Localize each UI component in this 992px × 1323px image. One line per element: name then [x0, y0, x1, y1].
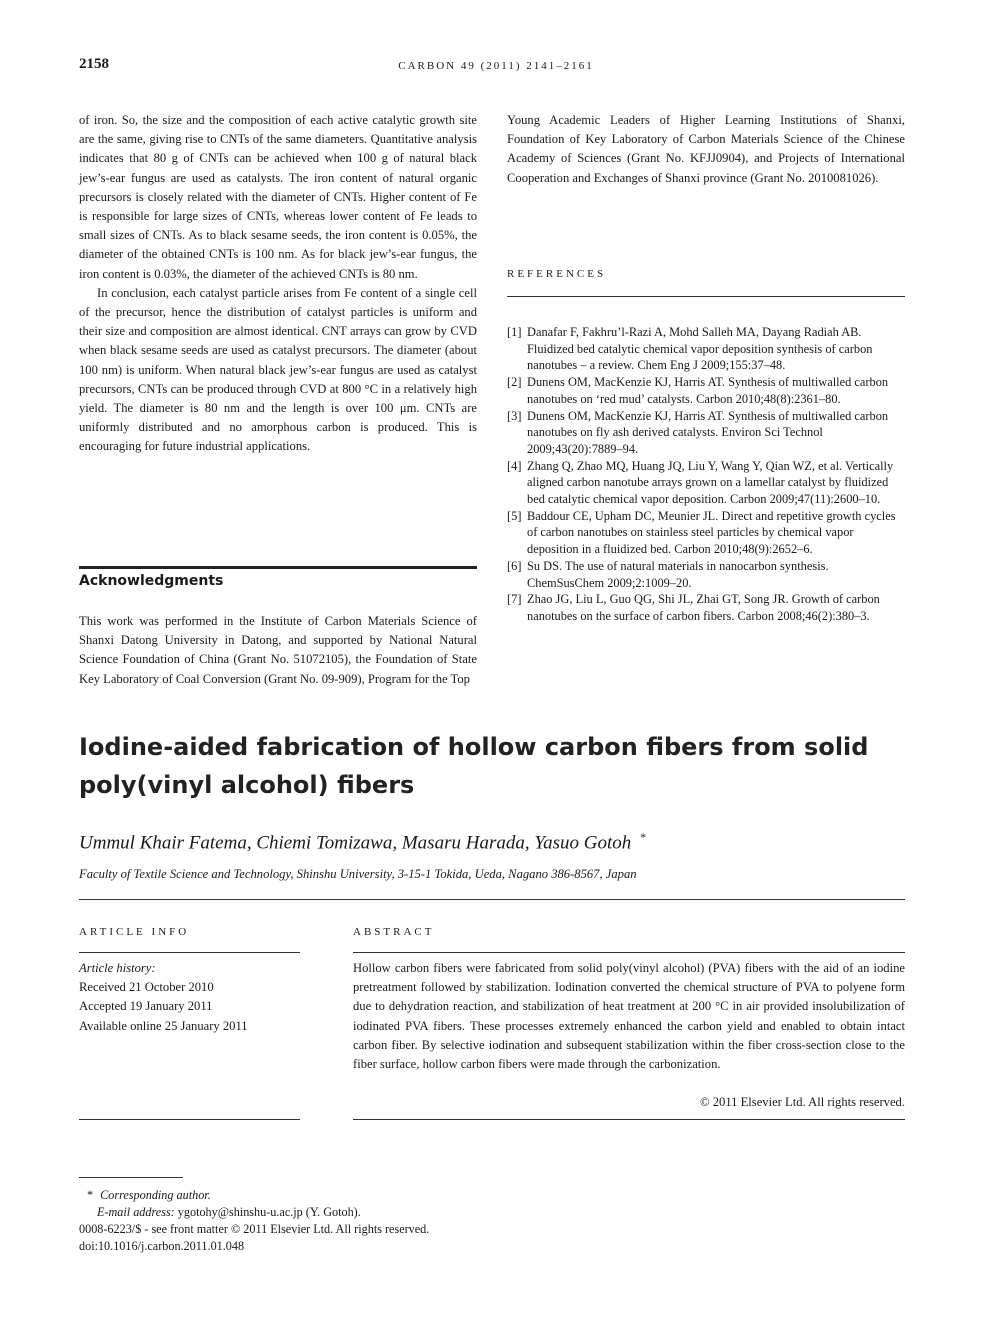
- reference-text: Dunens OM, MacKenzie KJ, Harris AT. Synthesis of multiwalled carbon nanotubes on ‘red mud’ catalysts. Carbon 2010;48(8):2361–80.: [527, 375, 889, 406]
- doi: doi:10.1016/j.carbon.2011.01.048: [79, 1239, 245, 1253]
- affiliation: Faculty of Textile Science and Technology, Shinshu University, 3-15-1 Tokida, Ueda, Nagano 386-8567, Japan: [79, 867, 637, 881]
- reference-number: [1]: [507, 325, 522, 339]
- history-label: Article history:: [79, 961, 156, 975]
- journal-header: CARBON 49 (2011) 2141–2161: [398, 60, 594, 72]
- page-number: 2158: [79, 56, 109, 72]
- reference-text: Zhang Q, Zhao MQ, Huang JQ, Liu Y, Wang Y, Qian WZ, et al. Vertically aligned carbon nanotube arrays grown on a lamellar catalyst by fluidized bed catalytic chemical vapor deposition. Carbon 2009;47(11):2600–10.: [527, 458, 894, 507]
- abstract-rule-bottom: [353, 1119, 905, 1120]
- reference-item: [507, 324, 905, 374]
- body-paragraph: In conclusion, each catalyst particle arises from Fe content of a single cell of the precursor, hence the distribution of catalyst particles is uniform and their size and composition are almost identical. CNT arrays can grow by CVD when black sesame seeds are used as catalyst precursors. The diameter (about 100 nm) is uniform. When natural black jew’s-ear fungus are used as catalyst precursors, CNTs can be produced through CVD at 800 °C in a relatively high yield. The diameter is 80 nm and the length is over 100 μm. CNTs are uniformly distributed and no amorphous carbon is produced. This is encouraging for future industrial applications.: [79, 285, 477, 454]
- references-heading: REFERENCES: [507, 268, 607, 280]
- reference-number: [2]: [507, 375, 522, 390]
- article-info-heading: ARTICLE INFO: [79, 926, 190, 938]
- article-history: [79, 959, 300, 1036]
- abstract-rule: [353, 952, 905, 953]
- reference-text: Zhao JG, Liu L, Guo QG, Shi JL, Zhai GT, Song JR. Growth of carbon nanotubes on the surface of carbon fibers. Carbon 2008;46(2):380–3.: [527, 592, 880, 623]
- corr-mark: *: [87, 1188, 94, 1202]
- issn-line: 0008-6223/$ - see front matter © 2011 Elsevier Ltd. All rights reserved.: [79, 1222, 430, 1236]
- corresponding-mark: *: [640, 830, 647, 844]
- abstract-text: Hollow carbon fibers were fabricated from solid poly(vinyl alcohol) (PVA) fibers with the aid of an iodine pretreatment followed by stabilization. Iodination converted the chemical structure of PVA to polyene form due to dehydration reaction, and stabilization of heat treatment at 200 °C in air provided insolubilization of iodinated PVA fibers. These processes extremely enhanced the carbon yield and enabled to obtain intact carbon fiber. By selective iodination and subsequent stabilization within the fiber cross-section close to the fiber surface, hollow carbon fibers were made through the carbonization.: [353, 961, 905, 1072]
- left-body: [79, 111, 477, 457]
- reference-text: Baddour CE, Upham DC, Meunier JL. Direct and repetitive growth cycles of carbon nanotubes on stainless steel particles by chemical vapor deposition in a fluidized bed. Carbon 2010;48(9):2652–6.: [527, 508, 896, 557]
- reference-number: [6]: [507, 558, 522, 573]
- footnotes: [79, 1187, 679, 1255]
- received-date: Received 21 October 2010: [79, 980, 214, 995]
- online-date: Available online 25 January 2011: [79, 1018, 248, 1033]
- footnote-rule: [79, 1177, 183, 1178]
- reference-item: [507, 508, 905, 558]
- reference-text: Su DS. The use of natural materials in nanocarbon synthesis. ChemSusChem 2009;2:1009–20.: [527, 558, 829, 590]
- references-rule: [507, 296, 905, 297]
- reference-item: [507, 408, 905, 458]
- reference-item: [507, 591, 905, 624]
- copyright: © 2011 Elsevier Ltd. All rights reserved.: [700, 1095, 905, 1109]
- ack-heading: Acknowledgments: [79, 573, 224, 589]
- article-title: [79, 728, 909, 804]
- header-rule: [79, 899, 905, 900]
- corresponding-author-label: Corresponding author.: [100, 1188, 211, 1202]
- reference-item: [507, 458, 905, 508]
- info-rule: [79, 952, 300, 953]
- ack-continued: Young Academic Leaders of Higher Learning Institutions of Shanxi, Foundation of Key Laboratory of Carbon Materials Science of the Chinese Academy of Sciences (Grant No. KFJJ0904), and Projects of International Cooperation and Exchanges of Shanxi province (Grant No. 2010081026).: [507, 113, 905, 185]
- reference-text: Danafar F, Fakhru’l-Razi A, Mohd Salleh MA, Dayang Radiah AB. Fluidized bed catalytic chemical vapor deposition synthesis of carbon nanotubes – a review. Chem Eng J 2009;155:37–48.: [527, 325, 873, 373]
- reference-item: [507, 558, 905, 591]
- title-line: poly(vinyl alcohol) fibers: [79, 771, 415, 799]
- reference-number: [4]: [507, 458, 522, 473]
- reference-number: [5]: [507, 508, 522, 523]
- info-rule-bottom: [79, 1119, 300, 1120]
- email-label: E-mail address:: [97, 1205, 175, 1219]
- authors: [79, 830, 646, 854]
- reference-text: Dunens OM, MacKenzie KJ, Harris AT. Synthesis of multiwalled carbon nanotubes on fly ash derived catalysts. Environ Sci Technol 2009;43(20):7889–94.: [527, 408, 889, 456]
- reference-number: [3]: [507, 408, 522, 423]
- abstract-heading: ABSTRACT: [353, 926, 435, 938]
- email-address: ygotohy@shinshu-u.ac.jp (Y. Gotoh).: [177, 1205, 361, 1219]
- accepted-date: Accepted 19 January 2011: [79, 999, 213, 1014]
- body-paragraph: of iron. So, the size and the composition of each active catalytic growth site are the same, giving rise to CNTs of the same diameters. Quantitative analysis indicates that 80 g of CNTs can be achieved when 100 g of natural black jew’s-ear fungus are used as catalysts. The iron content of natural organic precursors is closely related with the diameter of CNTs. Higher content of Fe is responsible for large sizes of CNTs, whereas lower content of Fe leads to small sizes of CNTs. As to black sesame seeds, the iron content is 0.05%, the diameter of the obtained CNTs is 100 nm. As for black jew’s-ear fungus, the iron content is 0.03%, the diameter of the achieved CNTs is 80 nm.: [79, 113, 477, 281]
- reference-number: [7]: [507, 592, 522, 607]
- title-line: Iodine-aided fabrication of hollow carbon fibers from solid: [79, 733, 869, 761]
- ack-text: This work was performed in the Institute of Carbon Materials Science of Shanxi Datong University in Datong, and supported by National Natural Science Foundation of China (Grant No. 51072105), the Foundation of State Key Laboratory of Coal Conversion (Grant No. 09-909), Program for the Top: [79, 614, 477, 686]
- reference-item: [507, 374, 905, 407]
- reference-list: [507, 324, 905, 625]
- author-list: Ummul Khair Fatema, Chiemi Tomizawa, Masaru Harada, Yasuo Gotoh: [79, 832, 632, 854]
- section-rule: [79, 566, 477, 569]
